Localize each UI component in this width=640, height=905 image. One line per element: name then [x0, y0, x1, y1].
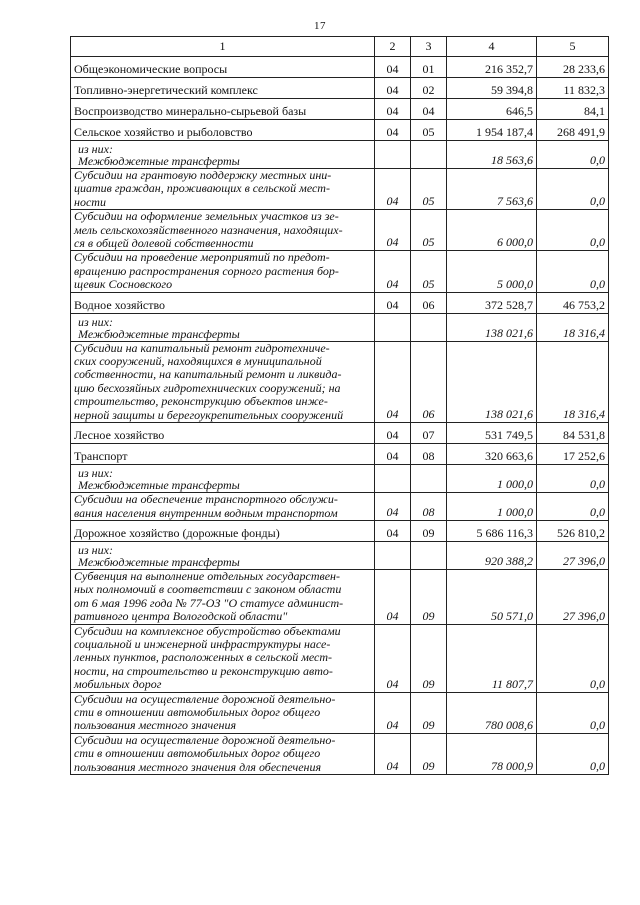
row-name-line: ленных пунктов, расположенных в сельской мест-: [74, 650, 333, 665]
row-name-cell: [71, 141, 375, 169]
amount-col5-cell: 0,0: [537, 169, 609, 210]
table-header-row: [71, 37, 609, 57]
subtotal-label: из них:: [78, 142, 113, 156]
subsection-code-cell: 09: [411, 692, 447, 733]
row-name-cell: [71, 541, 375, 569]
amount-col5-cell: 28 233,6: [537, 57, 609, 78]
row-name-line: пользования местного значения для обеспечения: [74, 759, 322, 774]
row-name-line: ных полномочий в соответствии с законом области: [74, 582, 342, 597]
subsection-code-cell: 04: [411, 99, 447, 120]
amount-col4-cell: 50 571,0: [447, 569, 537, 624]
amount-col4-cell: 5 686 116,3: [447, 520, 537, 541]
row-name-line: циатив граждан, проживающих в сельской мест-: [74, 181, 330, 196]
row-name-cell: Топливно-энергетический комплекс: [71, 78, 375, 99]
table-row: [71, 423, 609, 444]
row-name-cell: Общеэкономические вопросы: [71, 57, 375, 78]
subsection-code-cell: 05: [411, 169, 447, 210]
subsection-code-cell: [411, 313, 447, 341]
table-row: [71, 341, 609, 422]
amount-col4-cell: 5 000,0: [447, 251, 537, 292]
amount-col5-cell: 84 531,8: [537, 423, 609, 444]
row-name-line: Субсидии на комплексное обустройство объектами: [74, 623, 341, 638]
subtotal-label: из них:: [78, 542, 113, 557]
row-name-cell: [71, 692, 375, 733]
section-code-cell: 04: [375, 423, 411, 444]
row-name-line: ских сооружений, находящихся в муниципальной: [74, 354, 322, 369]
row-name-line: сти в отношении автомобильных дорог общего: [74, 704, 321, 719]
amount-col4-cell: 531 749,5: [447, 423, 537, 444]
amount-col4-cell: 372 528,7: [447, 292, 537, 313]
subsection-code-cell: 02: [411, 78, 447, 99]
amount-col5-cell: 0,0: [537, 493, 609, 521]
table-row: [71, 78, 609, 99]
subsection-code-cell: [411, 141, 447, 169]
amount-col5-cell: 0,0: [537, 210, 609, 251]
subtotal-name: Межбюджетные трансферты: [78, 154, 240, 168]
amount-col5-cell: 0,0: [537, 465, 609, 493]
row-name-line: ности: [74, 194, 106, 209]
section-code-cell: 04: [375, 341, 411, 422]
section-code-cell: 04: [375, 57, 411, 78]
amount-col5-cell: 0,0: [537, 624, 609, 692]
table-row: [71, 444, 609, 465]
section-code-cell: 04: [375, 120, 411, 141]
section-code-cell: 04: [375, 692, 411, 733]
amount-col5-cell: 0,0: [537, 251, 609, 292]
header-col-2: 2: [375, 37, 411, 57]
row-name-line: ности, на строительство и реконструкцию авто-: [74, 663, 333, 678]
section-code-cell: 04: [375, 210, 411, 251]
amount-col5-cell: 0,0: [537, 141, 609, 169]
amount-col5-cell: 46 753,2: [537, 292, 609, 313]
table-row: [71, 57, 609, 78]
section-code-cell: 04: [375, 569, 411, 624]
table-row: [71, 465, 609, 493]
row-name-line: ративного центра Вологодской области": [74, 609, 288, 624]
amount-col4-cell: 78 000,9: [447, 733, 537, 774]
row-name-cell: Дорожное хозяйство (дорожные фонды): [71, 520, 375, 541]
row-name-cell: [71, 169, 375, 210]
row-name-cell: Лесное хозяйство: [71, 423, 375, 444]
row-name-line: Субсидии на осуществление дорожной деятельно-: [74, 691, 336, 706]
table-row: [71, 292, 609, 313]
row-name-cell: [71, 624, 375, 692]
subsection-code-cell: 09: [411, 624, 447, 692]
subsection-code-cell: [411, 541, 447, 569]
row-name-line: мель сельскохозяйственного назначения, находящих-: [74, 222, 343, 237]
subsection-code-cell: 09: [411, 569, 447, 624]
amount-col5-cell: 17 252,6: [537, 444, 609, 465]
amount-col5-cell: 0,0: [537, 733, 609, 774]
row-name-line: от 6 мая 1996 года № 77-ОЗ "О статусе админист-: [74, 595, 344, 610]
subsection-code-cell: 08: [411, 444, 447, 465]
table-row: [71, 99, 609, 120]
subsection-code-cell: 09: [411, 520, 447, 541]
row-name-cell: Водное хозяйство: [71, 292, 375, 313]
row-name-line: Субсидии на оформление земельных участков из зе-: [74, 209, 339, 224]
row-name-cell: [71, 465, 375, 493]
row-name-line: сти в отношении автомобильных дорог общего: [74, 746, 321, 761]
subtotal-name: Межбюджетные трансферты: [78, 554, 240, 569]
subsection-code-cell: 05: [411, 120, 447, 141]
table-row: [71, 493, 609, 521]
section-code-cell: 04: [375, 733, 411, 774]
section-code-cell: [375, 313, 411, 341]
amount-col4-cell: 216 352,7: [447, 57, 537, 78]
table-row: [71, 569, 609, 624]
table-row: [71, 120, 609, 141]
subtotal-label: из них:: [78, 314, 113, 329]
subsection-code-cell: 08: [411, 493, 447, 521]
section-code-cell: [375, 465, 411, 493]
row-name-line: Субвенция на выполнение отдельных государствен-: [74, 568, 340, 583]
amount-col4-cell: 11 807,7: [447, 624, 537, 692]
subtotal-name: Межбюджетные трансферты: [78, 478, 240, 493]
amount-col5-cell: 268 491,9: [537, 120, 609, 141]
table-row: [71, 169, 609, 210]
section-code-cell: 04: [375, 78, 411, 99]
amount-col4-cell: 18 563,6: [447, 141, 537, 169]
row-name-cell: Воспроизводство минерально-сырьевой базы: [71, 99, 375, 120]
amount-col5-cell: 84,1: [537, 99, 609, 120]
subtotal-name: Межбюджетные трансферты: [78, 326, 240, 341]
row-name-line: цию бесхозяйных гидротехнических сооружений; на: [74, 380, 341, 395]
header-col-1: 1: [71, 37, 375, 57]
row-name-cell: Сельское хозяйство и рыболовство: [71, 120, 375, 141]
table-row: [71, 541, 609, 569]
subsection-code-cell: 07: [411, 423, 447, 444]
subsection-code-cell: 01: [411, 57, 447, 78]
section-code-cell: 04: [375, 624, 411, 692]
row-name-line: Субсидии на грантовую поддержку местных ини-: [74, 168, 332, 182]
amount-col4-cell: 7 563,6: [447, 169, 537, 210]
subsection-code-cell: 06: [411, 292, 447, 313]
row-name-cell: [71, 493, 375, 521]
row-name-line: строительство, реконструкцию объектов инже-: [74, 394, 328, 409]
row-name-line: вращению распространения сорного растения бор-: [74, 263, 339, 278]
row-name-cell: [71, 210, 375, 251]
row-name-cell: Транспорт: [71, 444, 375, 465]
subsection-code-cell: 06: [411, 341, 447, 422]
amount-col4-cell: 1 954 187,4: [447, 120, 537, 141]
row-name-line: нерной защиты и берегоукрепительных сооружений: [74, 407, 344, 422]
amount-col5-cell: 526 810,2: [537, 520, 609, 541]
table-row: [71, 733, 609, 774]
row-name-line: Субсидии на проведение мероприятий по предот-: [74, 250, 330, 265]
table-row: [71, 210, 609, 251]
amount-col4-cell: 1 000,0: [447, 493, 537, 521]
page-number: 17: [314, 20, 326, 32]
section-code-cell: 04: [375, 251, 411, 292]
subtotal-label: из них:: [78, 466, 113, 481]
row-name-cell: [71, 313, 375, 341]
table-row: [71, 141, 609, 169]
subsection-code-cell: [411, 465, 447, 493]
subsection-code-cell: 05: [411, 251, 447, 292]
amount-col5-cell: 11 832,3: [537, 78, 609, 99]
table-row: [71, 313, 609, 341]
row-name-line: социальной и инженерной инфраструктуры насе-: [74, 636, 331, 651]
amount-col4-cell: 920 388,2: [447, 541, 537, 569]
amount-col4-cell: 780 008,6: [447, 692, 537, 733]
table-row: [71, 692, 609, 733]
amount-col5-cell: 27 396,0: [537, 569, 609, 624]
header-col-5: 5: [537, 37, 609, 57]
table-row: [71, 251, 609, 292]
section-code-cell: 04: [375, 493, 411, 521]
budget-table: [70, 36, 609, 775]
row-name-cell: [71, 733, 375, 774]
section-code-cell: 04: [375, 292, 411, 313]
amount-col4-cell: 1 000,0: [447, 465, 537, 493]
amount-col4-cell: 138 021,6: [447, 341, 537, 422]
amount-col4-cell: 646,5: [447, 99, 537, 120]
header-col-4: 4: [447, 37, 537, 57]
amount-col4-cell: 59 394,8: [447, 78, 537, 99]
section-code-cell: 04: [375, 169, 411, 210]
section-code-cell: 04: [375, 444, 411, 465]
row-name-line: ся в общей долевой собственности: [74, 236, 254, 251]
row-name-line: пользования местного значения: [74, 718, 237, 733]
header-col-3: 3: [411, 37, 447, 57]
section-code-cell: 04: [375, 99, 411, 120]
amount-col4-cell: 138 021,6: [447, 313, 537, 341]
amount-col5-cell: 18 316,4: [537, 313, 609, 341]
section-code-cell: 04: [375, 520, 411, 541]
subsection-code-cell: 05: [411, 210, 447, 251]
row-name-cell: [71, 341, 375, 422]
row-name-line: вания населения внутренним водным транспортом: [74, 505, 338, 520]
subsection-code-cell: 09: [411, 733, 447, 774]
row-name-cell: [71, 569, 375, 624]
section-code-cell: [375, 141, 411, 169]
amount-col5-cell: 27 396,0: [537, 541, 609, 569]
amount-col5-cell: 0,0: [537, 692, 609, 733]
row-name-line: мобильных дорог: [74, 677, 162, 692]
amount-col4-cell: 6 000,0: [447, 210, 537, 251]
section-code-cell: [375, 541, 411, 569]
row-name-line: Субсидии на обеспечение транспортного обслужи-: [74, 492, 338, 507]
row-name-line: Субсидии на осуществление дорожной деятельно-: [74, 732, 336, 747]
row-name-line: щевик Сосновского: [74, 277, 173, 292]
row-name-line: Субсидии на капитальный ремонт гидротехниче-: [74, 340, 330, 355]
table-row: [71, 520, 609, 541]
table-row: [71, 624, 609, 692]
row-name-line: собственности, на капитальный ремонт и ликвида-: [74, 367, 342, 382]
amount-col5-cell: 18 316,4: [537, 341, 609, 422]
row-name-cell: [71, 251, 375, 292]
amount-col4-cell: 320 663,6: [447, 444, 537, 465]
